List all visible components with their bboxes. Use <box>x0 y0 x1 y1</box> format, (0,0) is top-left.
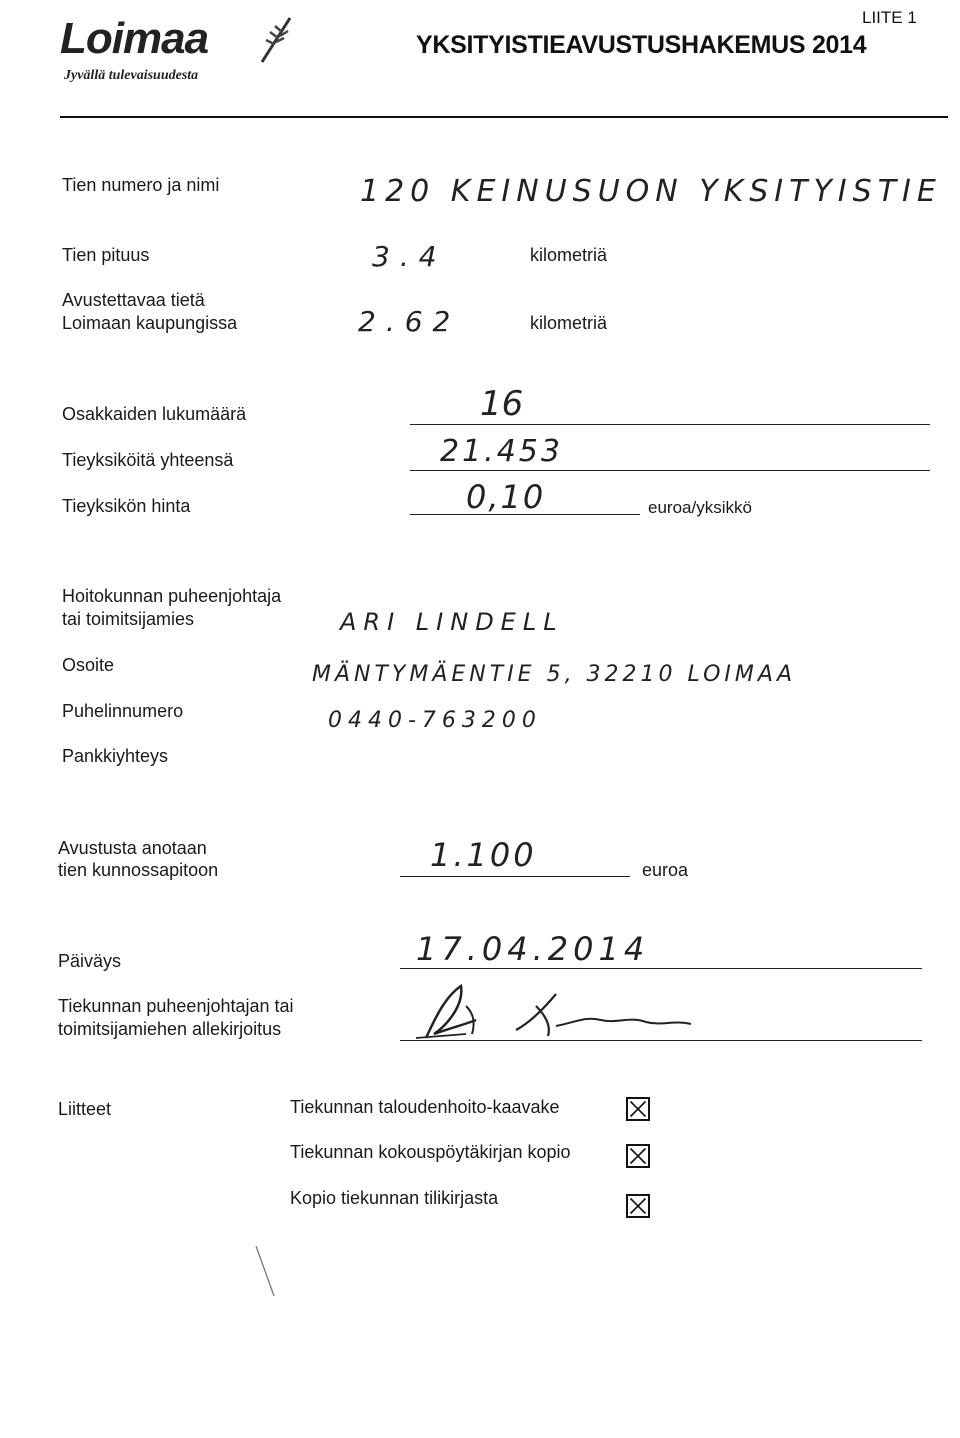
loimaa-logo <box>60 14 300 84</box>
date-value: 17.04.2014 <box>416 930 650 968</box>
amount-line <box>400 876 630 877</box>
owners-count-line <box>410 424 930 425</box>
subsidized-length-value: 2.62 <box>358 305 461 338</box>
road-length-unit: kilometriä <box>530 245 608 265</box>
attachments-label: Liitteet <box>58 1099 112 1119</box>
road-name-label: Tien numero ja nimi <box>62 175 220 195</box>
signature-label-line1: Tiekunnan puheenjohtajan tai <box>58 996 294 1016</box>
attachment-checkbox[interactable] <box>626 1097 650 1121</box>
amount-label-line1: Avustusta anotaan <box>58 838 207 858</box>
logo-wordmark: Loimaa <box>60 14 209 63</box>
address-value: MÄNTYMÄENTIE 5, 32210 LOIMAA <box>312 662 797 687</box>
total-units-label: Tieyksiköitä yhteensä <box>62 450 234 470</box>
phone-value: 0440-763200 <box>328 708 542 733</box>
attachment-item-label: Tiekunnan taloudenhoito-kaavake <box>290 1097 560 1117</box>
signature-line <box>400 1040 922 1041</box>
header-divider <box>60 116 948 118</box>
amount-label-line2: tien kunnossapitoon <box>58 860 219 880</box>
attachment-item-label: Tiekunnan kokouspöytäkirjan kopio <box>290 1142 571 1162</box>
address-label: Osoite <box>62 655 115 675</box>
date-label: Päiväys <box>58 951 122 971</box>
attachment-item-label: Kopio tiekunnan tilikirjasta <box>290 1188 499 1208</box>
handwritten-signature <box>406 976 706 1046</box>
logo-tagline: Jyvällä tulevaisuudesta <box>64 68 199 83</box>
attachment-checkbox[interactable] <box>626 1194 650 1218</box>
unit-price-line <box>410 514 640 515</box>
total-units-value: 21.453 <box>440 434 563 469</box>
chairman-label-line1: Hoitokunnan puheenjohtaja <box>62 586 282 606</box>
phone-label: Puhelinnumero <box>62 701 184 721</box>
subsidized-label-line2: Loimaan kaupungissa <box>62 313 238 333</box>
amount-unit: euroa <box>642 860 689 880</box>
total-units-line <box>410 470 930 471</box>
document-title: YKSITYISTIEAVUSTUSHAKEMUS 2014 <box>416 31 867 59</box>
subsidized-length-unit: kilometriä <box>530 313 608 333</box>
unit-price-label: Tieyksikön hinta <box>62 496 191 516</box>
attachment-checkbox[interactable] <box>626 1144 650 1168</box>
road-length-label: Tien pituus <box>62 245 150 265</box>
subsidized-label-line1: Avustettavaa tietä <box>62 290 205 310</box>
date-line <box>400 968 922 969</box>
owners-count-label: Osakkaiden lukumäärä <box>62 404 247 424</box>
bank-label: Pankkiyhteys <box>62 746 169 766</box>
signature-label-line2: toimitsijamiehen allekirjoitus <box>58 1019 282 1039</box>
road-name-value: 120 KEINUSUON YKSITYISTIE <box>360 174 942 209</box>
attachment-number: LIITE 1 <box>862 8 917 27</box>
unit-price-unit: euroa/yksikkö <box>648 498 752 517</box>
owners-count-value: 16 <box>480 384 524 424</box>
chairman-label-line2: tai toimitsijamies <box>62 609 195 629</box>
checkbox-cross-icon <box>628 1099 648 1119</box>
scan-artifact-mark <box>252 1242 282 1302</box>
checkbox-cross-icon <box>628 1146 648 1166</box>
logo-wheat-icon <box>256 14 296 66</box>
chairman-name-value: ARI LINDELL <box>340 608 564 636</box>
amount-value: 1.100 <box>430 836 537 874</box>
checkbox-cross-icon <box>628 1196 648 1216</box>
road-length-value: 3.4 <box>372 240 447 273</box>
unit-price-value: 0,10 <box>466 478 546 516</box>
